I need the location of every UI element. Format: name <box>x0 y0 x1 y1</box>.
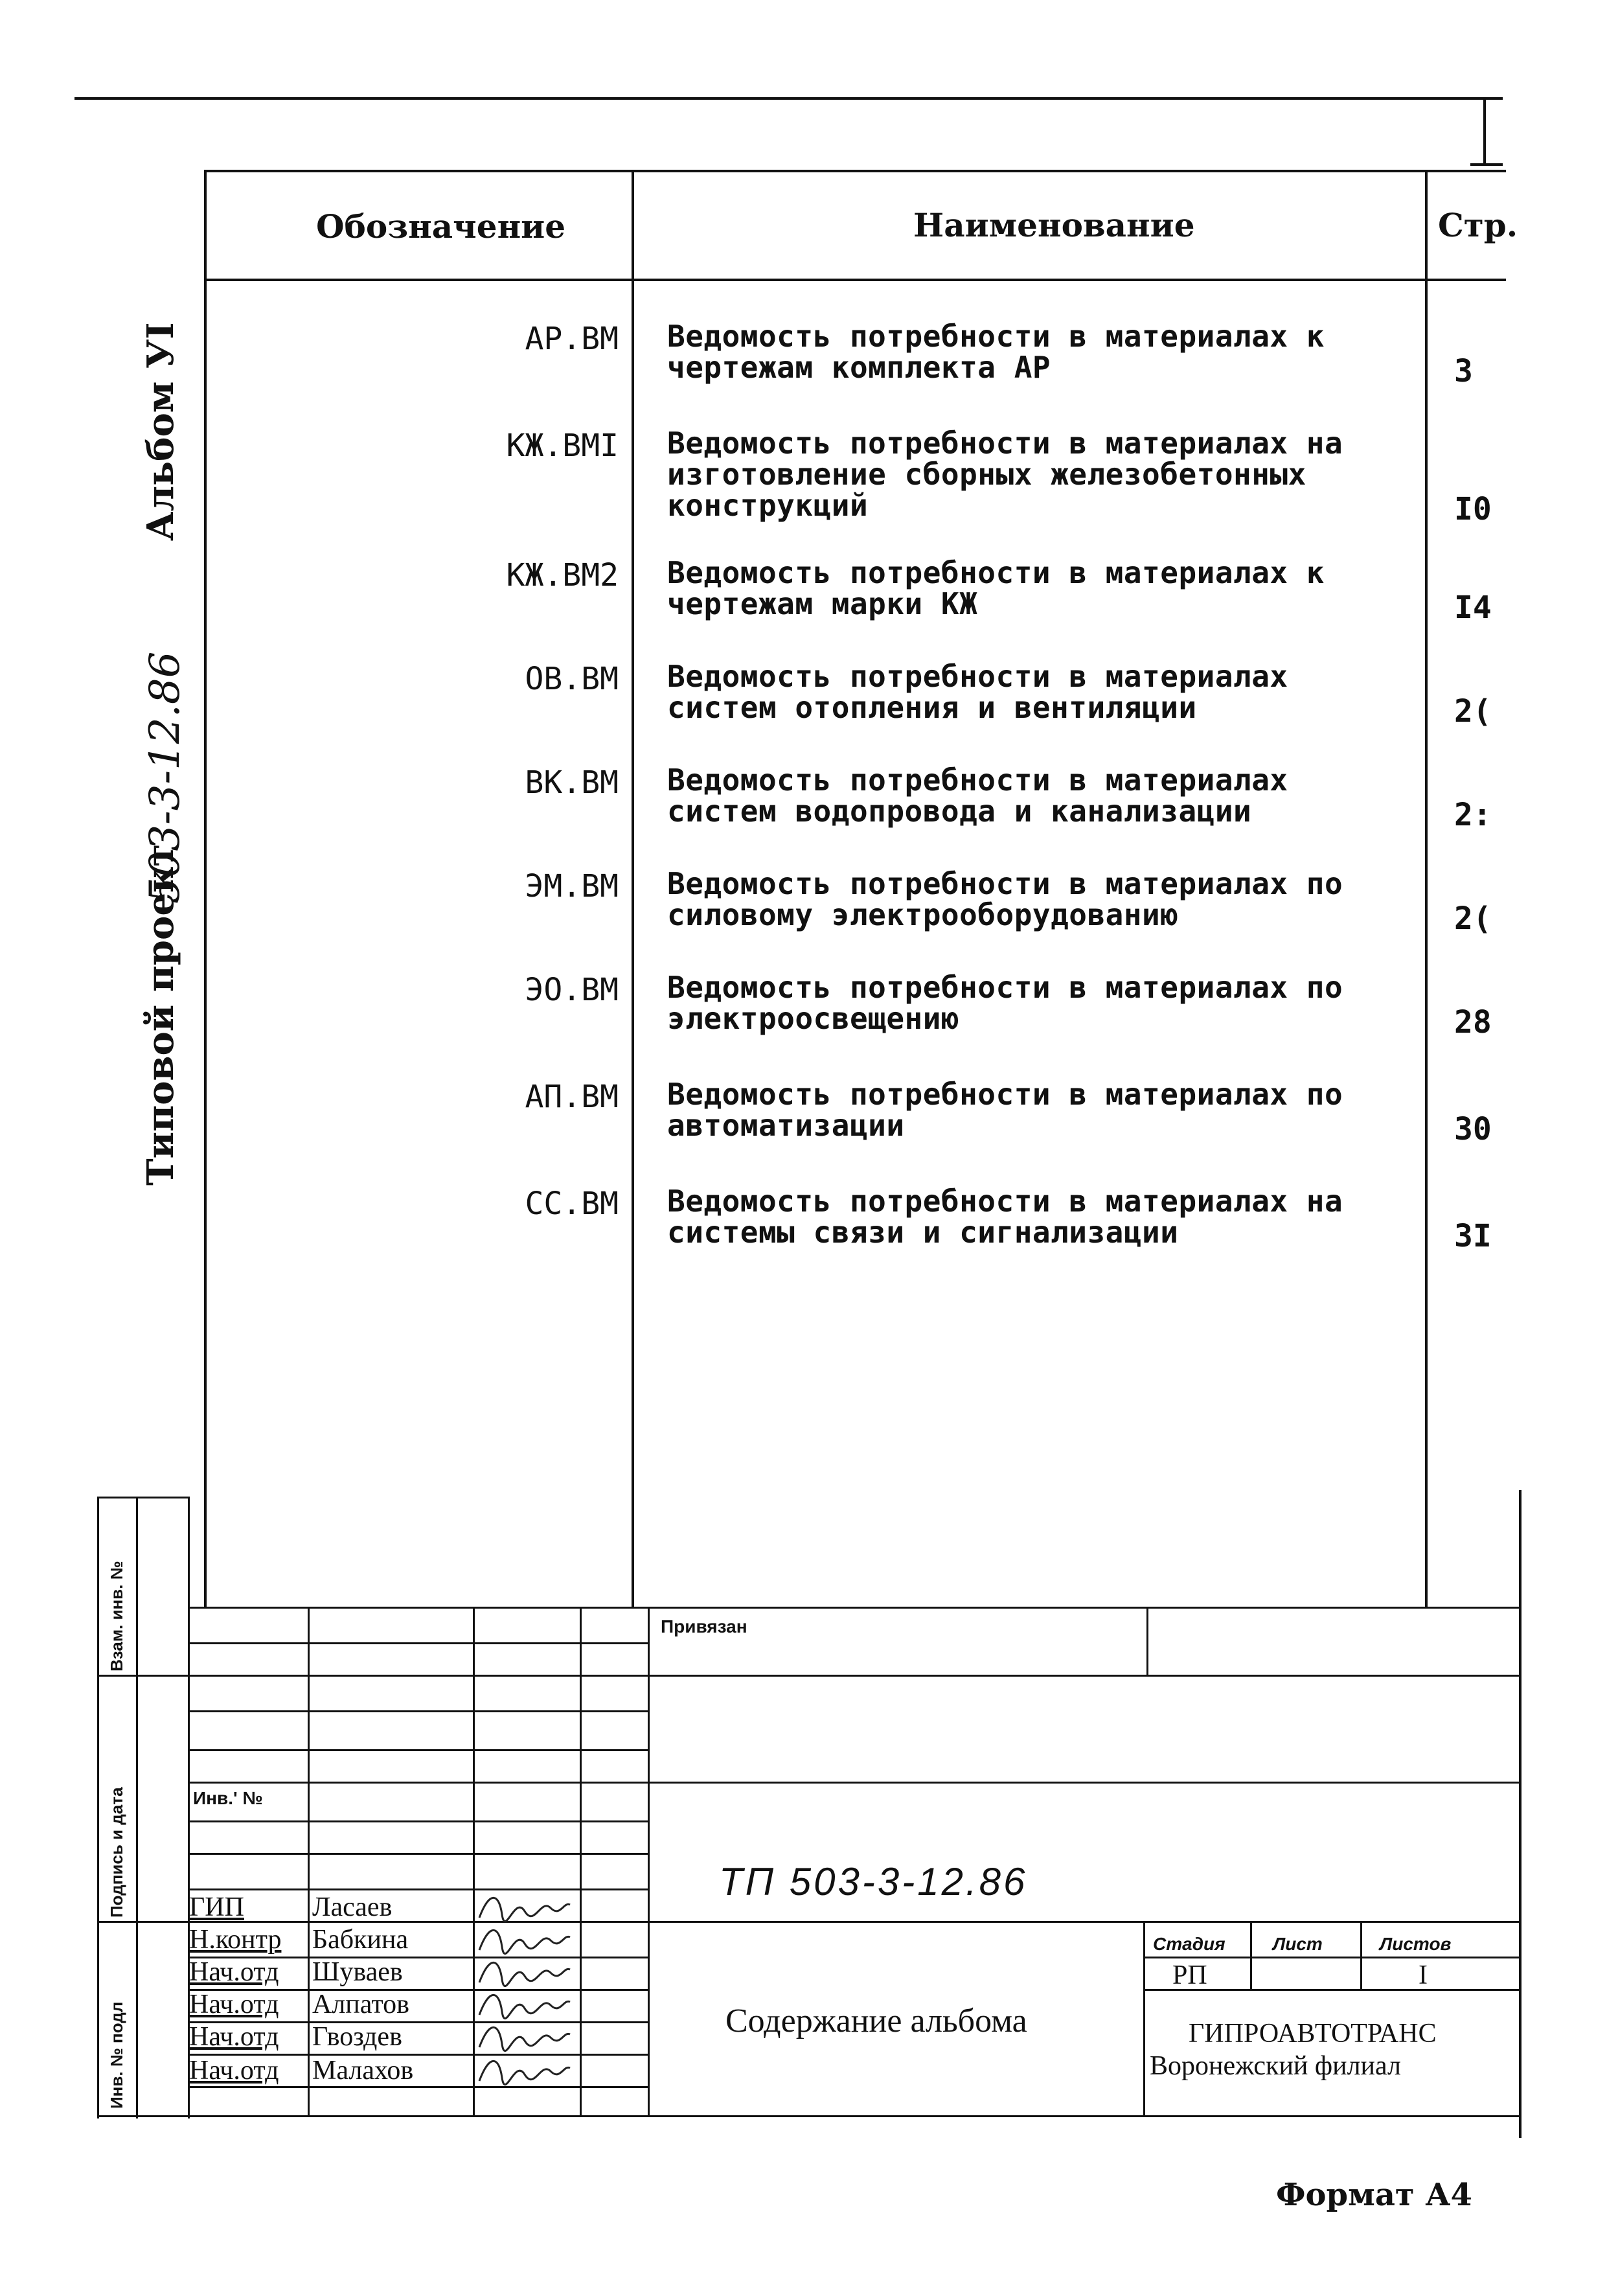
col-divider-2 <box>1425 170 1428 1608</box>
stamp-col-1 <box>308 1607 310 2115</box>
person-name: Бабкина <box>312 1925 409 1955</box>
row-page: 28 <box>1454 1004 1492 1040</box>
left-label-replace-inv: Взам. инв. № <box>107 1561 126 1671</box>
stamp-right-section-divider <box>1143 1921 1145 2115</box>
row-page: 2( <box>1454 693 1492 729</box>
left-strip-inner <box>136 1497 138 2118</box>
top-frame-line <box>74 97 1503 100</box>
left-strip-div-2 <box>97 1921 188 1923</box>
sheet-label: Лист <box>1273 1934 1323 1954</box>
table-top-line <box>204 170 1506 172</box>
stamp-row-8 <box>188 1853 648 1855</box>
top-frame-tick-foot <box>1470 163 1503 166</box>
row-name: Ведомость потребности в материалах систем водопровода и канализации <box>667 763 1288 829</box>
row-page: I0 <box>1454 491 1492 527</box>
left-strip-div-1 <box>97 1675 188 1677</box>
stage-label: Стадия <box>1153 1934 1225 1954</box>
stamp-row-7 <box>188 1820 648 1822</box>
row-page: 2( <box>1454 901 1492 937</box>
header-designation: Обозначение <box>316 207 566 246</box>
person-role: Нач.отд <box>189 1957 279 1987</box>
table-left-border <box>204 170 207 1608</box>
stamp-top <box>188 1607 1519 1609</box>
stamp-row-2 <box>188 1642 648 1644</box>
person-role: ГИП <box>189 1892 244 1922</box>
left-strip-outer <box>97 1497 99 2118</box>
signature-mark <box>476 1986 573 2021</box>
row-page: 2: <box>1454 797 1492 833</box>
row-page: 30 <box>1454 1111 1492 1147</box>
row-name: Ведомость потребности в материалах по автоматизации <box>667 1077 1343 1143</box>
stamp-row-9 <box>188 1888 648 1890</box>
stamp-col-2 <box>473 1607 475 2115</box>
inv-number-label: Инв.' № <box>193 1788 263 1808</box>
stage-col-1 <box>1250 1921 1252 1989</box>
person-name: Ласаев <box>312 1892 393 1922</box>
signature-mark <box>476 1921 573 1957</box>
person-role: Нач.отд <box>189 2022 279 2052</box>
row-name: Ведомость потребности в материалах на системы связи и сигнализации <box>667 1184 1343 1250</box>
signature-mark <box>476 2018 573 2054</box>
row-code: КЖ.ВМ2 <box>506 557 619 593</box>
stamp-attached-divider <box>1146 1607 1148 1675</box>
stage-col-2 <box>1360 1921 1362 1989</box>
left-strip-top <box>97 1497 188 1498</box>
stamp-row-5 <box>188 1749 648 1751</box>
side-album: Альбом УI <box>139 322 182 541</box>
left-label-inv-orig: Инв. № подл <box>107 2001 126 2109</box>
row-code: АР.ВМ <box>525 321 619 357</box>
stamp-row-3 <box>188 1675 1519 1677</box>
side-project-number: 503-3-12.86 <box>141 651 189 904</box>
left-strip-bottom <box>97 2115 188 2117</box>
doc-number: ТП 503-3-12.86 <box>719 1860 1028 1903</box>
org-branch: Воронежский филиал <box>1150 2051 1401 2081</box>
stamp-col-main <box>648 1607 650 2115</box>
col-divider-1 <box>632 170 634 1608</box>
person-name: Шуваев <box>312 1957 403 1987</box>
person-name: Гвоздев <box>312 2022 402 2052</box>
org-name: ГИПРОАВТОТРАНС <box>1189 2019 1437 2049</box>
table-header-bottom-line <box>204 279 1506 281</box>
person-name: Малахов <box>312 2056 414 2085</box>
attached-label: Привязан <box>661 1616 747 1636</box>
left-label-sign-date: Подпись и дата <box>107 1787 126 1918</box>
row-code: ОВ.ВМ <box>525 661 619 697</box>
row-code: ЭО.ВМ <box>525 972 619 1008</box>
sheets-value: I <box>1419 1960 1428 1990</box>
stamp-bottom <box>188 2115 1519 2117</box>
header-page: Стр. <box>1438 206 1518 244</box>
row-name: Ведомость потребности в материалах к чертежам комплекта АР <box>667 319 1325 385</box>
row-name: Ведомость потребности в материалах к чертежам марки КЖ <box>667 555 1325 621</box>
stamp-row-15 <box>188 2086 648 2088</box>
side-project-label: Типовой проект <box>139 844 182 1186</box>
person-name: Алпатов <box>312 1990 409 2019</box>
row-code: ЭМ.ВМ <box>525 868 619 904</box>
table-right-border <box>1519 1490 1522 2138</box>
stage-value: РП <box>1172 1960 1207 1990</box>
row-page: 3 <box>1454 353 1473 389</box>
format-label: Формат А4 <box>1276 2177 1472 2213</box>
row-name: Ведомость потребности в материалах систем отопления и вентиляции <box>667 659 1288 725</box>
header-name: Наименование <box>913 206 1195 244</box>
signature-mark <box>476 2052 573 2087</box>
stamp-row-4 <box>188 1710 648 1712</box>
stamp-row-6 <box>188 1782 1519 1784</box>
person-role: Н.контр <box>189 1925 282 1955</box>
stage-row-line-1 <box>1143 1957 1519 1958</box>
row-page: 3I <box>1454 1218 1492 1254</box>
person-role: Нач.отд <box>189 2056 279 2085</box>
row-code: СС.ВМ <box>525 1186 619 1222</box>
top-frame-tick <box>1483 97 1486 165</box>
person-role: Нач.отд <box>189 1990 279 2019</box>
stamp-col-3 <box>580 1607 582 2115</box>
row-name: Ведомость потребности в материалах по силовому электрооборудованию <box>667 866 1343 932</box>
sheets-label: Листов <box>1380 1934 1452 1954</box>
signature-mark <box>476 1953 573 1989</box>
row-code: ВК.ВМ <box>525 764 619 801</box>
sheet-title: Содержание альбома <box>725 2003 1027 2039</box>
row-code: АП.ВМ <box>525 1079 619 1115</box>
row-name: Ведомость потребности в материалах по электроосвещению <box>667 970 1343 1036</box>
row-page: I4 <box>1454 590 1492 626</box>
row-code: КЖ.ВМI <box>506 428 619 464</box>
row-name: Ведомость потребности в материалах на изготовление сборных железобетонных конструкций <box>667 426 1343 523</box>
signature-mark <box>476 1888 573 1924</box>
